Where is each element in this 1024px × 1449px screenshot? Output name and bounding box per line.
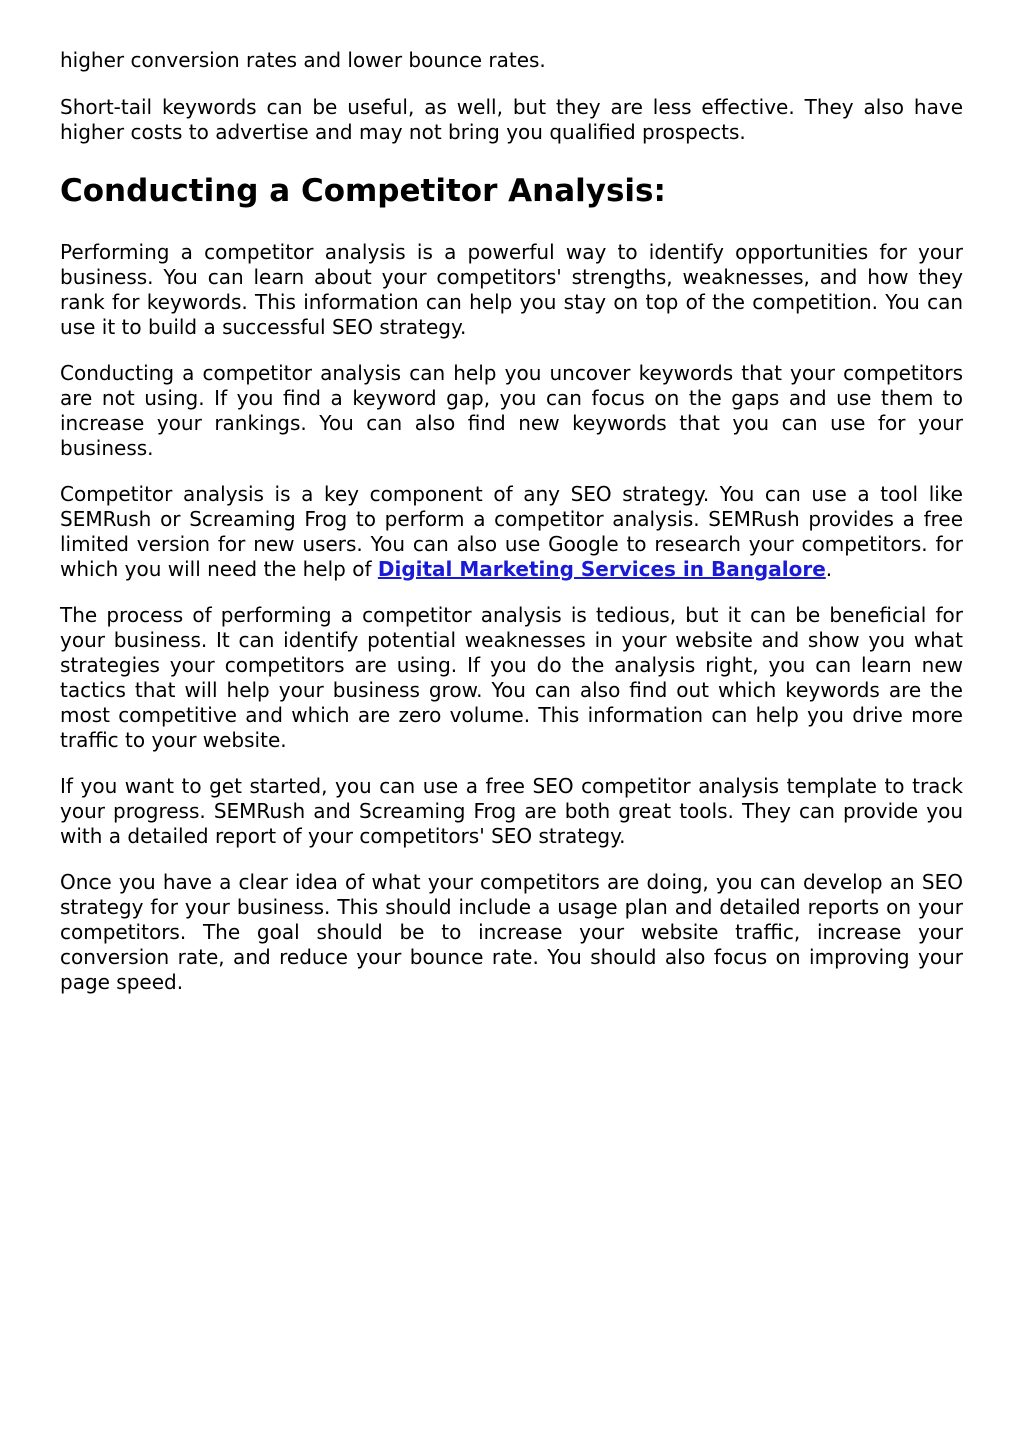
document-body — [60, 95, 963, 1016]
link-paragraph-text: Competitor analysis is a key component of any SEO strategy. You can use a tool like SEMRush or Screaming Frog to perform a competitor analysis. SEMRush provides a free limited version for new users. You can also use Google to research your competitors. for which you will need the help of — [60, 482, 963, 581]
short-tail-paragraph: Short-tail keywords can be useful, as well, but they are less effective. They also have higher costs to advertise and may not bring you qualified prospects. — [60, 95, 963, 144]
section-heading: Conducting a Competitor Analysis: — [60, 173, 666, 209]
paragraph-get-started: If you want to get started, you can use a free SEO competitor analysis template to track your progress. SEMRush and Screaming Frog are both great tools. They can provide you with a detailed report of your competitors' SEO strategy. — [60, 774, 963, 848]
paragraph-process: The process of performing a competitor analysis is tedious, but it can be beneficial for your business. It can identify potential weaknesses in your website and show you what strategies your competitors are using. If you do the analysis right, you can learn new tactics that will help your business grow. You can also find out which keywords are the most competitive and which are zero volume. This information can help you drive more traffic to your website. — [60, 603, 963, 752]
paragraph-performing: Performing a competitor analysis is a powerful way to identify opportunities for your business. You can learn about your competitors' strengths, weaknesses, and how they rank for keywords. This information can help you stay on top of the competition. You can use it to build a successful SEO strategy. — [60, 240, 963, 339]
paragraph-conducting: Conducting a competitor analysis can help you uncover keywords that your competitors are not using. If you find a keyword gap, you can focus on the gaps and use them to increase your rankings. You can also find new keywords that you can use for your business. — [60, 361, 963, 460]
link-paragraph-end: . — [825, 557, 833, 581]
intro-tail-paragraph: higher conversion rates and lower bounce rates. — [60, 48, 546, 72]
paragraph-strategy: Once you have a clear idea of what your competitors are doing, you can develop an SEO strategy for your business. This should include a usage plan and detailed reports on your competitors. The goal should be to increase your website traffic, increase your conversion rate, and reduce your bounce rate. You should also focus on improving your page speed. — [60, 870, 963, 994]
digital-marketing-link[interactable]: Digital Marketing Services in Bangalore — [377, 557, 826, 581]
paragraph-key-component — [60, 482, 963, 582]
